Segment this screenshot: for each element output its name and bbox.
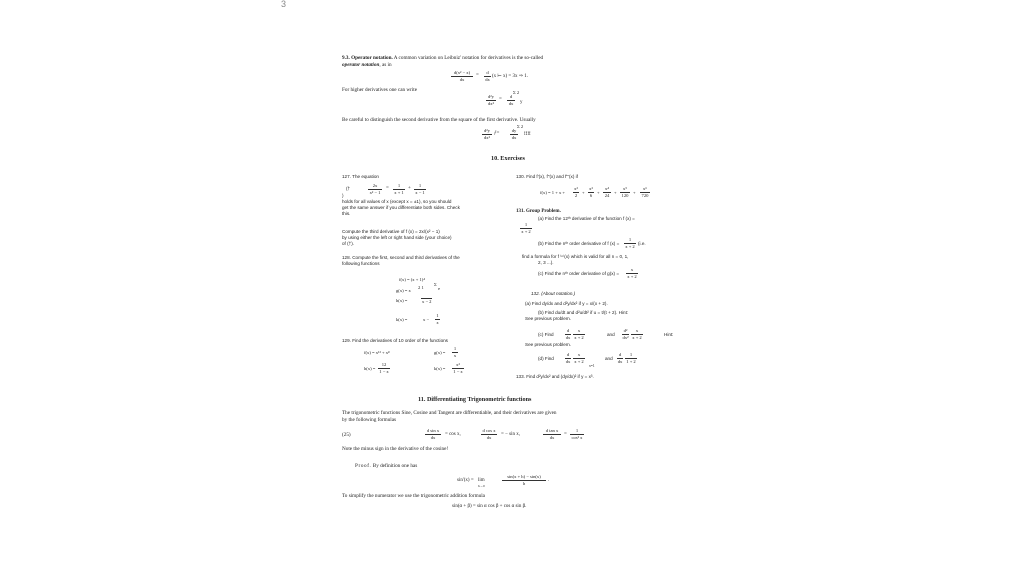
ex130-t5 <box>640 186 650 198</box>
eq1-rest: (x ⊢ x) = 3x ⇒ 1. <box>492 74 528 79</box>
ex129-h-den: 1 − x <box>379 369 389 374</box>
ex128-k-num: 1 <box>436 313 439 318</box>
ex132-c: (c) Find <box>538 332 554 337</box>
page-number: 3 <box>281 0 287 9</box>
ex127-frac3 <box>414 183 426 195</box>
ex132-c-d-num: d <box>566 328 570 333</box>
ex132-d-d-num: d <box>566 352 570 357</box>
s11-p2: by the following formulas <box>342 417 397 423</box>
ex132-a: (a) Find dy/dx and d²y/dx² if y = x/(x + 2). <box>525 301 608 306</box>
ex129-g-num: 1 <box>453 346 457 351</box>
ex127-f3-num: 1 <box>418 183 422 188</box>
ex130-t3 <box>603 186 611 198</box>
ex129-k-num: x² <box>456 362 460 367</box>
ex132-c-d2 <box>622 328 629 340</box>
ex130-t2d: 6 <box>589 193 593 198</box>
ex127-frac1 <box>368 183 382 195</box>
ex129-g: g(x) = <box>434 350 446 355</box>
careful-text: Be careful to distinguish the second derivative from the square of the first derivative. Usually <box>342 117 536 123</box>
ex131-a-frac <box>520 222 532 234</box>
ex128-f: f(x) = (x + 1)⁴ <box>399 277 425 282</box>
lim-word: lim <box>478 478 485 483</box>
ex127-f2-den: x + 1 <box>394 190 404 195</box>
dsin-frac <box>425 428 441 440</box>
ex132-d-den2: 1 + 2 <box>626 359 636 364</box>
eq2-y: y <box>520 100 523 105</box>
eq3-rhs-num: dy <box>511 128 517 133</box>
higher-derivatives-text: For higher derivatives one can write <box>342 87 418 93</box>
ex129-h-num: 12 <box>381 362 387 367</box>
ex127-line4: Compute the third derivative of f (x) = 2x/(x² − 1) <box>342 229 440 234</box>
eq2-lhs-num: d²y <box>488 94 494 99</box>
dtan-den: dx <box>549 435 555 440</box>
ex128-h-radicand: x − 2 <box>422 299 432 304</box>
eq3-rhs-den: dx <box>511 135 517 140</box>
ex132-d-d-den: dx <box>565 359 571 364</box>
ex132-c-frac <box>573 328 585 340</box>
ex127-f3-den: x − 1 <box>415 190 425 195</box>
eq3-sigma: Σ 2 <box>517 124 524 129</box>
lim-end: . <box>548 478 550 483</box>
dcos-frac <box>481 428 497 440</box>
ex132-c-d-den: dx <box>565 335 571 340</box>
ex131-b: (b) Find the nᵗʰ order derivative of f (x) = <box>538 241 620 246</box>
ex127-line3: this. <box>342 211 351 216</box>
ex129-line1: 129. Find the derivatives of 10 order of the functions <box>342 338 448 343</box>
ex130-t3n: x⁴ <box>605 186 609 191</box>
ex132-c2: See previous problem. <box>525 342 571 347</box>
section-9-3-heading: 9.3. Operator notation. <box>342 55 393 61</box>
ex130-line1: 130. Find f'(x), f''(x) and f'''(x) if <box>516 174 578 179</box>
ex128-g: g(x) = x <box>396 288 411 293</box>
ex129-h-frac <box>378 362 390 374</box>
ex127-label: 127. The equation <box>342 174 379 179</box>
ex132-c-and: and <box>607 332 615 337</box>
ex127-tag: († <box>346 186 351 191</box>
ex130-t1n: x² <box>574 186 578 191</box>
ex131-c-den: x + 2 <box>627 274 637 279</box>
ex131-a-den: x + 2 <box>521 229 531 234</box>
exercises-heading: 10. Exercises <box>491 155 525 162</box>
intro-text: A common variation on Leibniz' notation for derivatives is the so-called <box>393 55 544 61</box>
eq2-lhs-den: dx² <box>488 101 494 106</box>
section-9-3-line2 <box>342 62 392 68</box>
ex132-d-and: and <box>605 356 613 361</box>
ex132-heading: 132. (About notation.) <box>531 291 576 296</box>
ex130-t1d: 2 <box>574 193 578 198</box>
ex129-f: f(x) = x¹² + x⁸ <box>364 350 390 355</box>
dcos-rhs: = − sin x, <box>501 432 520 437</box>
dcos-num: d cos x <box>482 428 496 433</box>
ex128-k-den: x <box>436 320 439 325</box>
operator-notation-term: operator notation <box>342 62 380 68</box>
ex129-k: k(x) = <box>434 366 446 371</box>
dtan-rnum: 1 <box>575 428 579 433</box>
ex133: 133. Find d²y/dx² and (dy/dx)² if y = x³. <box>516 374 594 379</box>
ex132-d-frac <box>573 352 585 364</box>
ex131-heading: 131. Group Problem. <box>516 209 561 214</box>
ex128-h: h(x) = <box>396 298 408 303</box>
ex132-c-d2-num: d² <box>623 328 628 333</box>
ex130-t2n: x³ <box>589 186 593 191</box>
ex132-d-d2-den: dx <box>617 359 623 364</box>
ex130-t5n: x⁶ <box>643 186 647 191</box>
ex132-c-frac2 <box>631 328 643 340</box>
ex128-k-mid: x − <box>423 317 430 322</box>
dtan-num: d tan x <box>545 428 559 433</box>
ex132-d-d2-num: d <box>618 352 622 357</box>
eq3-ne: ƒ= <box>494 131 500 136</box>
ex130-plus4: + <box>633 190 636 195</box>
ex132-d-d <box>565 352 571 364</box>
proof-label: Proof. <box>355 463 372 469</box>
eq2-rhs-den: dx <box>508 101 514 106</box>
ex131-c: (c) Find the nᵗʰ order derivative of g(x) = <box>538 271 620 276</box>
ex127-line2: get the same answer if you differentiate both sides. Check <box>342 205 460 210</box>
eq2-sigma: Σ 2 <box>513 90 520 95</box>
ex132-d-frac2 <box>625 352 637 364</box>
ex132-c-x-2: x <box>635 328 639 333</box>
dsin-rhs: = cos x, <box>445 432 461 437</box>
ex132-d-d2 <box>617 352 623 364</box>
eq1-dden: dx <box>485 77 490 82</box>
ex132-c-d2-den: dx² <box>622 335 629 340</box>
eq1-num: d(x² − x) <box>453 70 471 75</box>
ex128-g-exp: 2 1 <box>418 285 424 290</box>
ex131-c-num: x <box>630 267 634 272</box>
dtan-eq: = <box>564 432 567 437</box>
ex130-plus3: + <box>614 190 617 195</box>
ex127-tag-close: ) <box>342 193 344 198</box>
ex132-c-x2: x + 2 <box>574 335 584 340</box>
ex127-frac2 <box>393 183 405 195</box>
ex132-c-d <box>565 328 571 340</box>
ex131-b-num: 1 <box>628 237 632 242</box>
eq2-rhs <box>507 94 515 106</box>
lim-sub: h→0 <box>478 484 485 488</box>
eq3-lhs-den: dx² <box>484 135 490 140</box>
ex130-plus2: + <box>597 190 600 195</box>
ex131-c-frac <box>626 267 638 279</box>
eq2-lhs <box>486 94 496 106</box>
dtan-rden: cos² x <box>571 435 583 440</box>
dsin-num: d sin x <box>426 428 440 433</box>
ex130-t2 <box>588 186 594 198</box>
ex130-t4 <box>620 186 630 198</box>
ex130-t1 <box>573 186 579 198</box>
ex129-k-frac <box>452 362 464 374</box>
ex128-g-sigma: Σ <box>434 282 437 287</box>
ex132-d: (d) Find <box>538 356 554 361</box>
ex129-g-frac <box>452 346 458 358</box>
ex132-d-den: x + 2 <box>574 359 584 364</box>
ex131-b2: find a formula for f ⁽ⁿ⁾(x) which is valid for all n = 0, 1, <box>522 254 629 259</box>
dtan-rhs-frac <box>570 428 584 440</box>
eq1-fraction <box>451 70 473 82</box>
ex128-line1: 128. Compute the first, second and third derivatives of the <box>342 255 460 260</box>
lim-lhs: sin'(x) = <box>457 478 474 483</box>
eq1-den: dx <box>459 77 465 82</box>
ex127-line6: of (†). <box>342 241 354 246</box>
ex127-plus: + <box>408 186 411 191</box>
addition-formula: sin(α + β) = sin α cos β + cos α sin β. <box>452 504 527 509</box>
ex127-line5: by using either the left or right hand side (your choice) <box>342 235 452 240</box>
ex132-d-num: x <box>577 352 581 357</box>
ex128-line2: following functions <box>342 261 380 266</box>
proof-text: By definition one has <box>372 463 418 469</box>
ex128-g-e: e <box>438 286 441 291</box>
section-11-heading: 11. Differentiating Trigonometric functions <box>418 396 532 403</box>
eq1-dnum: d <box>486 70 489 75</box>
eq1-eq: = <box>476 73 479 78</box>
ex132-c-x: x <box>577 328 581 333</box>
eq25-number: (25) <box>342 432 351 438</box>
ex131-b-ie: (i.e. <box>638 241 646 246</box>
dcos-den: dx <box>486 435 492 440</box>
ex128-k-frac <box>435 313 440 325</box>
ex130-t4n: x⁵ <box>623 186 627 191</box>
proof-line <box>355 463 417 469</box>
ex130-t3d: 24 <box>604 193 610 198</box>
eq1-d-operator <box>484 70 491 82</box>
eq2-rhs-d: d <box>509 94 513 99</box>
lim-num: sin(x + h) − sin(x) <box>507 474 541 479</box>
ex132-c-hint: Hint: <box>664 332 674 337</box>
ex127-line1: holds for all values of x (except x = ±1), so you should <box>342 199 452 204</box>
intro-end: , as in <box>379 62 392 68</box>
eq3-lhs <box>482 128 492 140</box>
ex127-f2-num: 1 <box>397 183 401 188</box>
ex131-b-den: x + 2 <box>625 244 635 249</box>
ex132-c-x2-2: x + 2 <box>632 335 642 340</box>
ex131-b-frac <box>624 237 636 249</box>
ex130-lhs: f(x) = 1 + x + <box>540 190 565 195</box>
ex127-eq: = <box>386 186 389 191</box>
ex130-plus1: + <box>582 190 585 195</box>
dtan-frac <box>543 428 561 440</box>
eq3-rhs <box>510 128 518 140</box>
ex131-a: (a) Find the 12ᵗʰ derivative of the function f (x) = <box>538 216 635 221</box>
eq3-bang: !!!! <box>524 132 531 137</box>
simplify-text: To simplify the numerator we use the trigonometric addition formula <box>342 493 485 499</box>
eq3-lhs-num: d²y <box>484 128 490 133</box>
ex132-d-num2: 1 <box>629 352 633 357</box>
ex128-k: k(x) = <box>396 317 408 322</box>
lim-den: h <box>522 481 526 486</box>
s11-p1: The trigonometric functions Sine, Cosine and Tangent are differentiable, and their derivatives are given <box>342 410 557 416</box>
ex132-b2: See previous problem. <box>525 316 571 321</box>
minus-sign-note: Note the minus sign in the derivative of the cosine! <box>342 446 449 452</box>
ex131-b3: 2, 3 ...). <box>538 260 554 265</box>
ex132-d-sub: x=1 <box>589 364 595 368</box>
ex129-g-den: x <box>453 353 457 358</box>
eq2-eq: = <box>499 97 502 102</box>
section-9-3-paragraph <box>342 55 543 61</box>
ex129-h: h(x) = <box>364 366 376 371</box>
dsin-den: dx <box>430 435 436 440</box>
ex129-k-den: 1 − x <box>453 369 463 374</box>
ex131-a-num: 1 <box>524 222 528 227</box>
ex130-t4d: 120 <box>621 193 629 198</box>
ex127-f1-den: x² − 1 <box>369 190 381 195</box>
ex130-t5d: 720 <box>641 193 649 198</box>
ex132-b: (b) Find du/dt and d²u/dt² if u = t/(t + 2). Hint: <box>538 310 629 315</box>
lim-frac <box>502 474 546 486</box>
ex127-f1-num: 2x <box>372 183 378 188</box>
